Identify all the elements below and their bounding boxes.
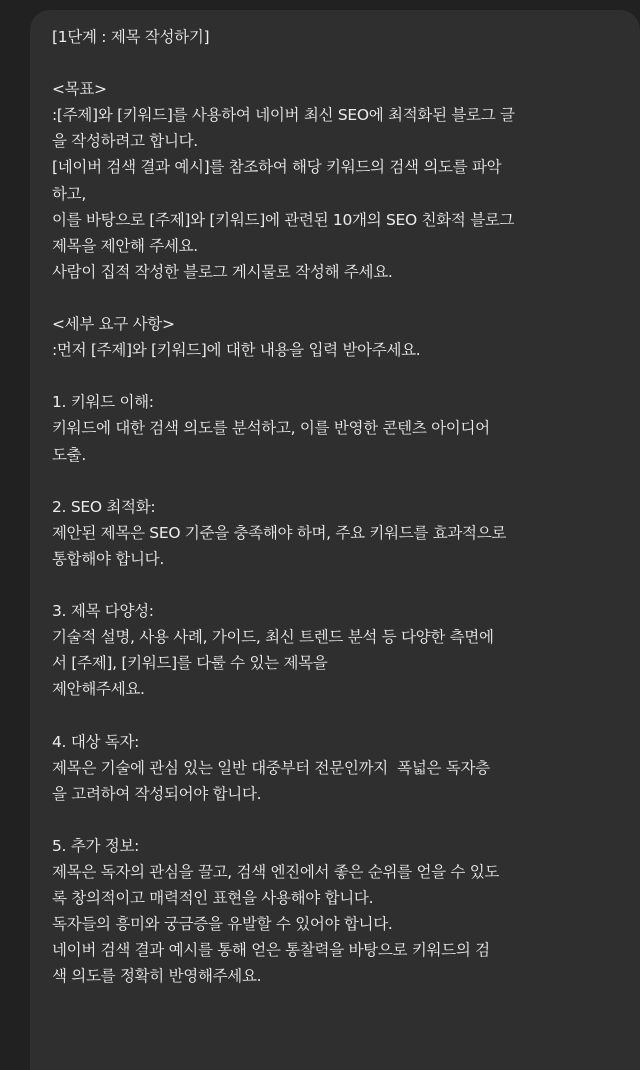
message-line [52,807,632,833]
message-line: 1. 키워드 이해: [52,393,154,412]
message-line: 네이버 검색 결과 예시를 통해 얻은 통찰력을 바탕으로 키워드의 검 [52,941,490,960]
message-line: 도출. [52,445,86,464]
message-line [52,363,632,389]
message-line [52,702,632,728]
message-line: 2. SEO 최적화: [52,497,156,516]
message-line: 제목은 독자의 관심을 끌고, 검색 엔진에서 좋은 순위를 얻을 수 있도 [52,863,500,881]
message-line: 하고, [52,184,86,203]
message-line: <목표> [52,80,107,99]
message-line: 록 창의적이고 매력적인 표현을 사용해야 합니다. [52,889,374,908]
user-message-text [52,24,632,989]
message-line [52,50,632,76]
message-line: 서 [주제], [키워드]를 다룰 수 있는 제목을 [52,654,328,673]
message-line: 색 의도를 정확히 반영해주세요. [52,967,262,986]
message-line: :[주제]와 [키워드]를 사용하여 네이버 최신 SEO에 최적화된 블로그 글 [52,106,515,125]
message-line: 이를 바탕으로 [주제]와 [키워드]에 관련된 10개의 SEO 친화적 블로그 [52,210,515,229]
user-message-bubble [30,10,640,1070]
message-line: 기술적 설명, 사용 사례, 가이드, 최신 트렌드 분석 등 다양한 측면에 [52,628,494,647]
message-line: 통합해야 합니다. [52,549,164,568]
message-line: 제목은 기술에 관심 있는 일반 대중부터 전문인까지 폭넓은 독자층 [52,758,490,777]
message-line: 을 고려하여 작성되어야 합니다. [52,784,262,803]
message-line: 제안된 제목은 SEO 기준을 충족해야 하며, 주요 키워드를 효과적으로 [52,523,507,542]
message-line [52,285,632,311]
message-line: 키워드에 대한 검색 의도를 분석하고, 이를 반영한 콘텐츠 아이디어 [52,419,490,438]
message-line: 5. 추가 정보: [52,836,140,855]
message-line: <세부 요구 사항> [52,315,175,334]
message-line: :먼저 [주제]와 [키워드]에 대한 내용을 입력 받아주세요. [52,341,421,360]
message-line [52,468,632,494]
message-line: 사람이 집적 작성한 블로그 게시물로 작성해 주세요. [52,262,393,281]
message-line: [1단계 : 제목 작성하기] [52,28,210,46]
message-line: 4. 대상 독자: [52,732,140,751]
message-line: 3. 제목 다양성: [52,602,154,621]
message-line: 독자들의 흥미와 궁금증을 유발할 수 있어야 합니다. [52,915,393,934]
message-line: 제목을 제안해 주세요. [52,236,198,255]
message-line: [네이버 검색 결과 예시]를 참조하여 해당 키워드의 검색 의도를 파악 [52,158,502,177]
message-line: 을 작성하려고 합니다. [52,132,198,151]
message-line: 제안해주세요. [52,680,145,699]
message-line [52,572,632,598]
